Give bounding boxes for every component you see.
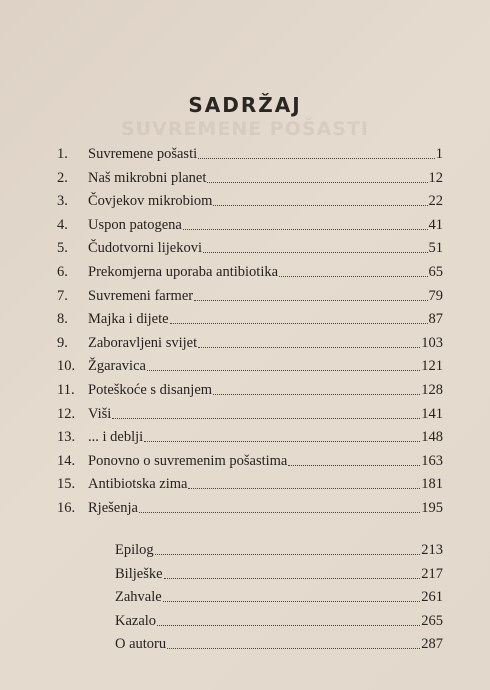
page-number: 217 xyxy=(421,565,443,582)
chapter-number: 16. xyxy=(57,500,76,516)
chapter-title: Antibiotska zima xyxy=(88,476,188,493)
page-number: 41 xyxy=(428,216,443,233)
dot-leader xyxy=(167,648,420,649)
dot-leader xyxy=(183,229,428,230)
page-number: 65 xyxy=(428,264,443,280)
chapter-number: 5. xyxy=(57,240,68,257)
chapter-number: 2. xyxy=(57,169,68,186)
toc-entry xyxy=(57,169,443,187)
chapter-number: 11. xyxy=(57,382,75,398)
page-number: 121 xyxy=(421,358,443,375)
dot-leader xyxy=(203,252,428,253)
dot-leader xyxy=(157,625,420,626)
chapter-number: 15. xyxy=(57,476,76,493)
dot-leader xyxy=(164,578,421,579)
dot-leader xyxy=(198,347,420,348)
toc-entry xyxy=(57,239,443,257)
show-through-text: SUVREMENE POŠASTI xyxy=(121,118,369,140)
page-number: 213 xyxy=(421,542,443,558)
page-number: 22 xyxy=(428,193,443,210)
dot-leader xyxy=(147,370,420,371)
dot-leader xyxy=(155,554,421,555)
chapter-title: Čovjekov mikrobiom xyxy=(88,193,213,210)
toc-entry xyxy=(57,357,443,375)
page-number: 261 xyxy=(421,589,443,606)
toc-entry xyxy=(57,145,443,163)
page-number: 128 xyxy=(421,382,443,398)
toc-entry xyxy=(115,635,443,653)
dot-leader xyxy=(170,323,428,324)
chapter-number: 4. xyxy=(57,216,68,233)
toc-entry xyxy=(57,405,443,423)
section-title: Epilog xyxy=(115,542,154,558)
chapter-number: 10. xyxy=(57,358,76,375)
toc-entry xyxy=(115,612,443,630)
toc-entry xyxy=(115,565,443,583)
dot-leader xyxy=(288,465,420,466)
dot-leader xyxy=(198,158,435,159)
chapter-title: Zaboravljeni svijet xyxy=(88,334,198,351)
page-number: 163 xyxy=(421,452,443,469)
page-number: 1 xyxy=(435,146,443,162)
dot-leader xyxy=(279,276,427,277)
page-number: 195 xyxy=(421,500,443,516)
toc-entry xyxy=(57,475,443,493)
page-number: 79 xyxy=(428,287,443,304)
page-number: 148 xyxy=(421,429,443,446)
chapter-title: Majka i dijete xyxy=(88,311,169,328)
toc-entry xyxy=(57,216,443,234)
chapter-title: Poteškoće s disanjem xyxy=(88,382,213,398)
chapter-title: Naš mikrobni planet xyxy=(88,169,207,186)
page-number: 265 xyxy=(421,612,443,629)
chapter-number: 7. xyxy=(57,287,68,304)
page-number: 103 xyxy=(421,334,443,351)
dot-leader xyxy=(163,601,421,602)
page-title: SADRŽAJ xyxy=(188,93,302,118)
chapter-title: Rješenja xyxy=(88,500,138,516)
chapter-number: 3. xyxy=(57,193,68,210)
dot-leader xyxy=(213,205,427,206)
section-title: Zahvale xyxy=(115,589,162,606)
dot-leader xyxy=(112,418,420,419)
toc-entry xyxy=(57,499,443,517)
chapter-title: Čudotvorni lijekovi xyxy=(88,240,202,257)
toc-entry xyxy=(57,452,443,470)
chapter-number: 9. xyxy=(57,334,68,351)
chapter-title: Uspon patogena xyxy=(88,216,182,233)
chapter-title: Ponovno o suvremenim pošastima xyxy=(88,452,288,469)
toc-entry xyxy=(57,192,443,210)
toc-entry xyxy=(57,334,443,352)
chapter-number: 14. xyxy=(57,452,76,469)
toc-entry xyxy=(57,263,443,281)
section-title: Kazalo xyxy=(115,612,157,629)
page-number: 51 xyxy=(428,240,443,257)
chapter-number: 1. xyxy=(57,146,68,162)
section-title: O autoru xyxy=(115,636,167,653)
chapter-title: Prekomjerna uporaba antibiotika xyxy=(88,264,279,280)
page-number: 141 xyxy=(421,405,443,422)
page-number: 181 xyxy=(421,476,443,493)
chapter-title: ... i deblji xyxy=(88,429,144,446)
page-number: 287 xyxy=(421,636,443,653)
chapter-title: Viši xyxy=(88,405,112,422)
dot-leader xyxy=(213,394,420,395)
toc-entry xyxy=(115,541,443,559)
toc-entry xyxy=(57,287,443,305)
chapter-title: Suvremene pošasti xyxy=(88,146,198,162)
chapter-title: Suvremeni farmer xyxy=(88,287,194,304)
chapter-title: Žgaravica xyxy=(88,358,146,375)
dot-leader xyxy=(194,300,427,301)
chapter-number: 12. xyxy=(57,405,76,422)
toc-entry xyxy=(57,381,443,399)
chapter-number: 6. xyxy=(57,264,68,280)
dot-leader xyxy=(207,182,427,183)
toc-entry xyxy=(57,310,443,328)
chapter-number: 13. xyxy=(57,429,76,446)
section-title: Bilješke xyxy=(115,565,163,582)
dot-leader xyxy=(144,441,420,442)
toc-entry xyxy=(115,588,443,606)
page-number: 12 xyxy=(428,169,443,186)
page-number: 87 xyxy=(428,311,443,328)
toc-entry xyxy=(57,428,443,446)
chapter-number: 8. xyxy=(57,311,68,328)
dot-leader xyxy=(139,512,420,513)
dot-leader xyxy=(188,488,420,489)
